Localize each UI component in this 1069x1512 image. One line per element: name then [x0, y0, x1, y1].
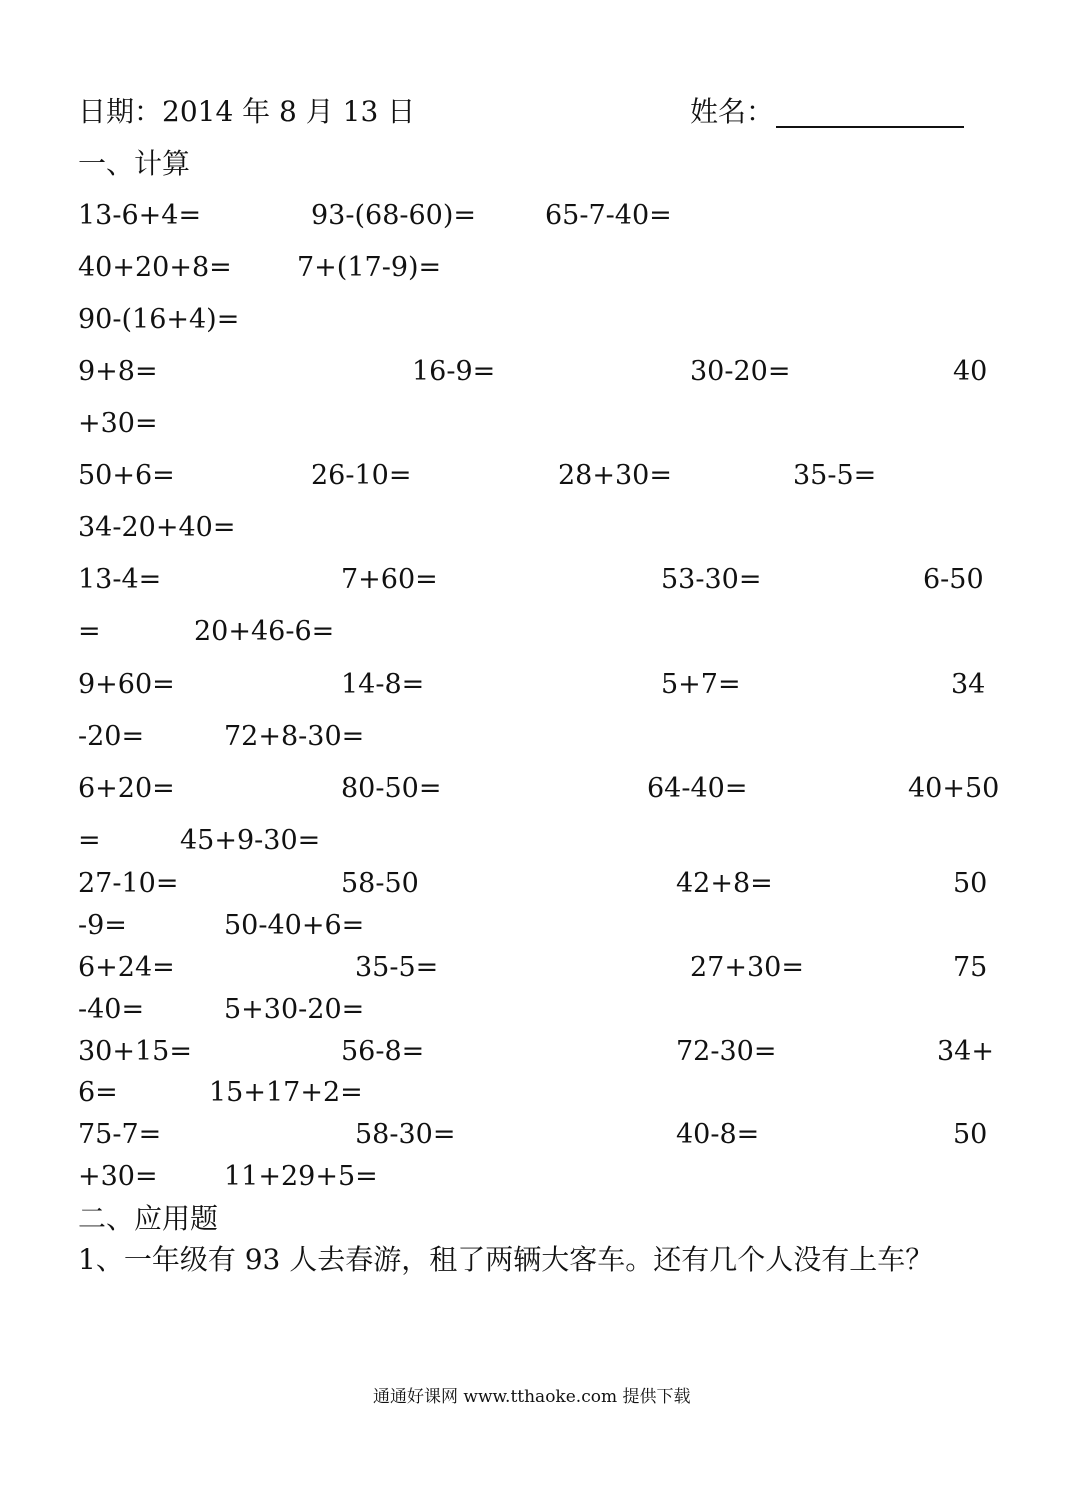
problem: 6-50: [923, 564, 984, 595]
problem: 75: [953, 952, 988, 983]
problem: 93-(68-60)=: [311, 200, 477, 231]
problem: 35-5=: [793, 460, 877, 491]
problem: 80-50=: [341, 773, 442, 804]
problem: 20+46-6=: [194, 616, 335, 647]
problem: 13-4=: [78, 564, 162, 595]
problem: -40=: [78, 994, 145, 1025]
problem: 65-7-40=: [545, 200, 672, 231]
name-label: 姓名：: [690, 95, 775, 128]
problem: 16-9=: [412, 356, 496, 387]
problem: 64-40=: [647, 773, 748, 804]
problem: 58-50: [341, 868, 419, 899]
problem: +30=: [78, 408, 158, 439]
problem: 7+60=: [341, 564, 438, 595]
problem: 53-30=: [661, 564, 762, 595]
problem: 34+: [937, 1036, 994, 1067]
problem: 45+9-30=: [180, 825, 321, 856]
problem: 72-30=: [676, 1036, 777, 1067]
problem: 30+15=: [78, 1036, 192, 1067]
problem: 56-8=: [341, 1036, 425, 1067]
problem: =: [78, 616, 101, 647]
problem: 11+29+5=: [224, 1161, 378, 1192]
problem: 9+60=: [78, 669, 175, 700]
problem: 50+6=: [78, 460, 175, 491]
problem: 7+(17-9)=: [297, 252, 442, 283]
problem: 72+8-30=: [224, 721, 365, 752]
problem: 13-6+4=: [78, 200, 202, 231]
problem: 15+17+2=: [209, 1077, 363, 1108]
problem: +30=: [78, 1161, 158, 1192]
problem: 35-5=: [355, 952, 439, 983]
problem: 58-30=: [355, 1119, 456, 1150]
problem: 40: [953, 356, 988, 387]
problem: 6+20=: [78, 773, 175, 804]
problem: 26-10=: [311, 460, 412, 491]
problem: 40+50: [908, 773, 1000, 804]
problem: 42+8=: [676, 868, 773, 899]
problem: 75-7=: [78, 1119, 162, 1150]
problem: 30-20=: [690, 356, 791, 387]
problem: 40-8=: [676, 1119, 760, 1150]
section2-title: 二、应用题: [78, 1202, 219, 1235]
section1-title: 一、计算: [78, 147, 191, 180]
problem: 6+24=: [78, 952, 175, 983]
problem: 14-8=: [341, 669, 425, 700]
problem: 27-10=: [78, 868, 179, 899]
problem: 28+30=: [558, 460, 672, 491]
problem: 34-20+40=: [78, 512, 236, 543]
date-label: 日期：2014 年 8 月 13 日: [78, 95, 416, 128]
footer-credit: 通通好课网 www.tthaoke.com 提供下载: [373, 1387, 691, 1407]
problem: -20=: [78, 721, 145, 752]
problem: =: [78, 825, 101, 856]
problem: 5+30-20=: [224, 994, 365, 1025]
problem: 50: [953, 1119, 988, 1150]
problem: 50-40+6=: [224, 910, 365, 941]
problem: 9+8=: [78, 356, 158, 387]
problem: 5+7=: [661, 669, 741, 700]
problem: 34: [951, 669, 986, 700]
name-blank-line: [776, 126, 964, 128]
problem: 27+30=: [690, 952, 804, 983]
problem: 50: [953, 868, 988, 899]
word-problem-1: 1、一年级有 93 人去春游，租了两辆大客车。还有几个人没有上车？: [78, 1243, 934, 1276]
problem: 6=: [78, 1077, 118, 1108]
problem: 90-(16+4)=: [78, 304, 240, 335]
problem: 40+20+8=: [78, 252, 232, 283]
problem: -9=: [78, 910, 127, 941]
